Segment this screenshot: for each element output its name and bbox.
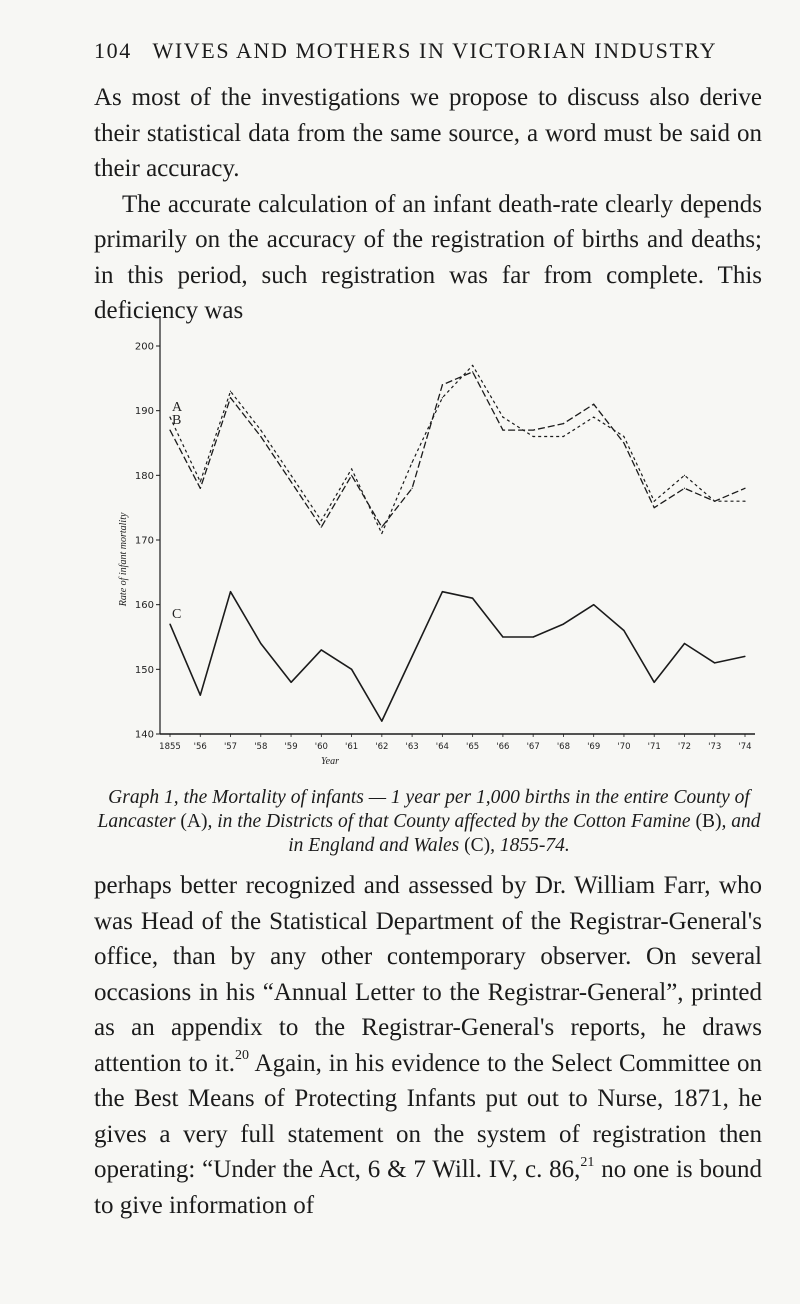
data-point-a <box>381 533 382 534</box>
data-point-c <box>290 682 291 683</box>
data-point-c <box>230 591 231 592</box>
data-point-a <box>744 501 745 502</box>
data-point-b <box>351 475 352 476</box>
series-line-b <box>170 372 745 527</box>
paragraph-farr-text-3: no one is bound to give information of <box>94 1156 762 1219</box>
data-point-c <box>321 649 322 650</box>
data-point-b <box>714 501 715 502</box>
data-point-c <box>412 656 413 657</box>
caption-series-a: (A) <box>180 811 208 832</box>
x-tick-label: '63 <box>405 742 419 752</box>
y-tick-label: 140 <box>134 729 154 741</box>
data-point-c <box>563 623 564 624</box>
x-tick-label: '69 <box>587 742 601 752</box>
data-point-b <box>412 488 413 489</box>
caption-text-4: , and in England and Wales <box>288 811 761 856</box>
x-tick-label: '71 <box>647 742 661 752</box>
data-point-b <box>290 481 291 482</box>
data-point-a <box>169 417 170 418</box>
data-point-b <box>381 526 382 527</box>
data-point-c <box>654 682 655 683</box>
data-point-a <box>351 468 352 469</box>
paragraph-intro <box>94 80 762 329</box>
data-point-b <box>442 384 443 385</box>
series-label-a: A <box>172 400 183 416</box>
paragraph-farr-text-2: Again, in his evidence to the Select Committee on the Best Means of Protecting Infants put out to Nurse, 1871, he gives a very full statement on the system of registration then operating: “Under the Act, 6 & 7 Will. IV, c. 86, <box>94 1049 762 1183</box>
x-tick-label: '70 <box>617 742 631 752</box>
caption-text-2: , the Mortality of infants — 1 year per 1,000 births in the entire County of Lancaster <box>97 787 750 832</box>
x-tick-label: '62 <box>375 742 389 752</box>
footnote-ref-21: 21 <box>580 1154 595 1170</box>
data-point-a <box>290 475 291 476</box>
paragraph-farr <box>94 868 762 1223</box>
data-point-a <box>260 429 261 430</box>
data-point-a <box>472 365 473 366</box>
series-line-a <box>170 365 745 533</box>
data-point-c <box>623 630 624 631</box>
caption-series-c: (C) <box>464 835 491 856</box>
x-tick-label: '61 <box>345 742 359 752</box>
x-tick-label: '72 <box>677 742 692 752</box>
x-tick-label: '60 <box>314 742 328 752</box>
data-point-b <box>321 526 322 527</box>
data-point-a <box>200 481 201 482</box>
data-point-c <box>381 720 382 721</box>
caption-series-b: (B) <box>695 811 722 832</box>
data-point-c <box>260 643 261 644</box>
paragraph-accuracy-text: The accurate calculation of an infant death-rate clearly depends primarily on the accuracy of the registration of births and deaths; in this period, such registration was far from complete. This deficiency was <box>94 190 762 324</box>
data-point-c <box>502 636 503 637</box>
running-title: WIVES AND MOTHERS IN VICTORIAN INDUSTRY <box>152 38 718 63</box>
data-point-b <box>654 507 655 508</box>
data-point-c <box>442 591 443 592</box>
data-point-a <box>502 417 503 418</box>
x-axis-label: Year <box>321 756 339 767</box>
data-point-b <box>744 488 745 489</box>
series-label-c: C <box>172 607 182 623</box>
y-tick-label: 190 <box>134 406 154 418</box>
y-tick-label: 150 <box>134 664 154 676</box>
x-tick-label: '64 <box>435 742 449 752</box>
mortality-chart-svg <box>0 310 800 780</box>
data-point-a <box>321 520 322 521</box>
y-axis-label: Rate of infant mortality <box>118 512 129 607</box>
data-point-a <box>684 475 685 476</box>
x-tick-label: '73 <box>708 742 722 752</box>
data-point-c <box>744 656 745 657</box>
data-point-b <box>623 442 624 443</box>
paragraph-farr-text-1: perhaps better recognized and assessed by Dr. William Farr, who was Head of the Statistical Department of the Registrar-General's office, than by any other contemporary observer. On several occasions in his “Annual Letter to the Registrar-General”, printed as an appendix to the Registrar-General's reports, he draws attention to it. <box>94 872 762 1077</box>
y-tick-label: 200 <box>134 341 154 353</box>
data-point-a <box>563 436 564 437</box>
data-point-b <box>563 423 564 424</box>
x-tick-label: '67 <box>526 742 540 752</box>
x-tick-label: '57 <box>223 742 238 752</box>
paragraph-intro-text: As most of the investigations we propose to discuss also derive their statistical data from the same source, a word must be said on their accuracy. <box>94 84 762 182</box>
data-point-b <box>502 429 503 430</box>
x-tick-label: '56 <box>193 742 207 752</box>
data-point-c <box>472 598 473 599</box>
data-point-a <box>533 436 534 437</box>
y-tick-label: 170 <box>134 535 154 547</box>
data-point-a <box>230 391 231 392</box>
data-point-a <box>654 501 655 502</box>
x-tick-label: '68 <box>556 742 570 752</box>
data-point-b <box>472 371 473 372</box>
data-point-b <box>593 404 594 405</box>
x-tick-label: '65 <box>466 742 480 752</box>
series-line-c <box>170 592 745 721</box>
data-point-c <box>533 636 534 637</box>
x-tick-label: 1855 <box>159 742 181 752</box>
data-point-b <box>200 488 201 489</box>
x-tick-label: '59 <box>284 742 298 752</box>
mortality-chart <box>0 310 800 780</box>
data-point-c <box>684 643 685 644</box>
running-head <box>94 38 764 64</box>
caption-text-3: , in the Districts of that County affected by the Cotton Famine <box>207 811 696 832</box>
data-point-b <box>169 429 170 430</box>
caption-text-1: Graph <box>108 787 164 808</box>
data-point-c <box>169 623 170 624</box>
y-tick-label: 180 <box>134 470 154 482</box>
data-point-b <box>260 436 261 437</box>
caption-graph-number: 1 <box>163 787 174 808</box>
data-point-b <box>684 488 685 489</box>
data-point-c <box>200 695 201 696</box>
footnote-ref-20: 20 <box>234 1048 249 1064</box>
x-tick-label: '74 <box>738 742 752 752</box>
data-point-a <box>412 462 413 463</box>
caption-text-5: , 1855-74. <box>490 835 570 856</box>
data-point-a <box>442 397 443 398</box>
series-label-b: B <box>172 413 182 429</box>
page-number: 104 <box>94 38 132 63</box>
figure-caption <box>94 786 764 858</box>
data-point-a <box>593 417 594 418</box>
x-tick-label: '66 <box>496 742 510 752</box>
data-point-a <box>623 436 624 437</box>
x-tick-label: '58 <box>254 742 268 752</box>
data-point-c <box>714 662 715 663</box>
data-point-b <box>533 429 534 430</box>
data-point-c <box>351 669 352 670</box>
y-tick-label: 160 <box>134 600 154 612</box>
data-point-b <box>230 397 231 398</box>
data-point-c <box>593 604 594 605</box>
